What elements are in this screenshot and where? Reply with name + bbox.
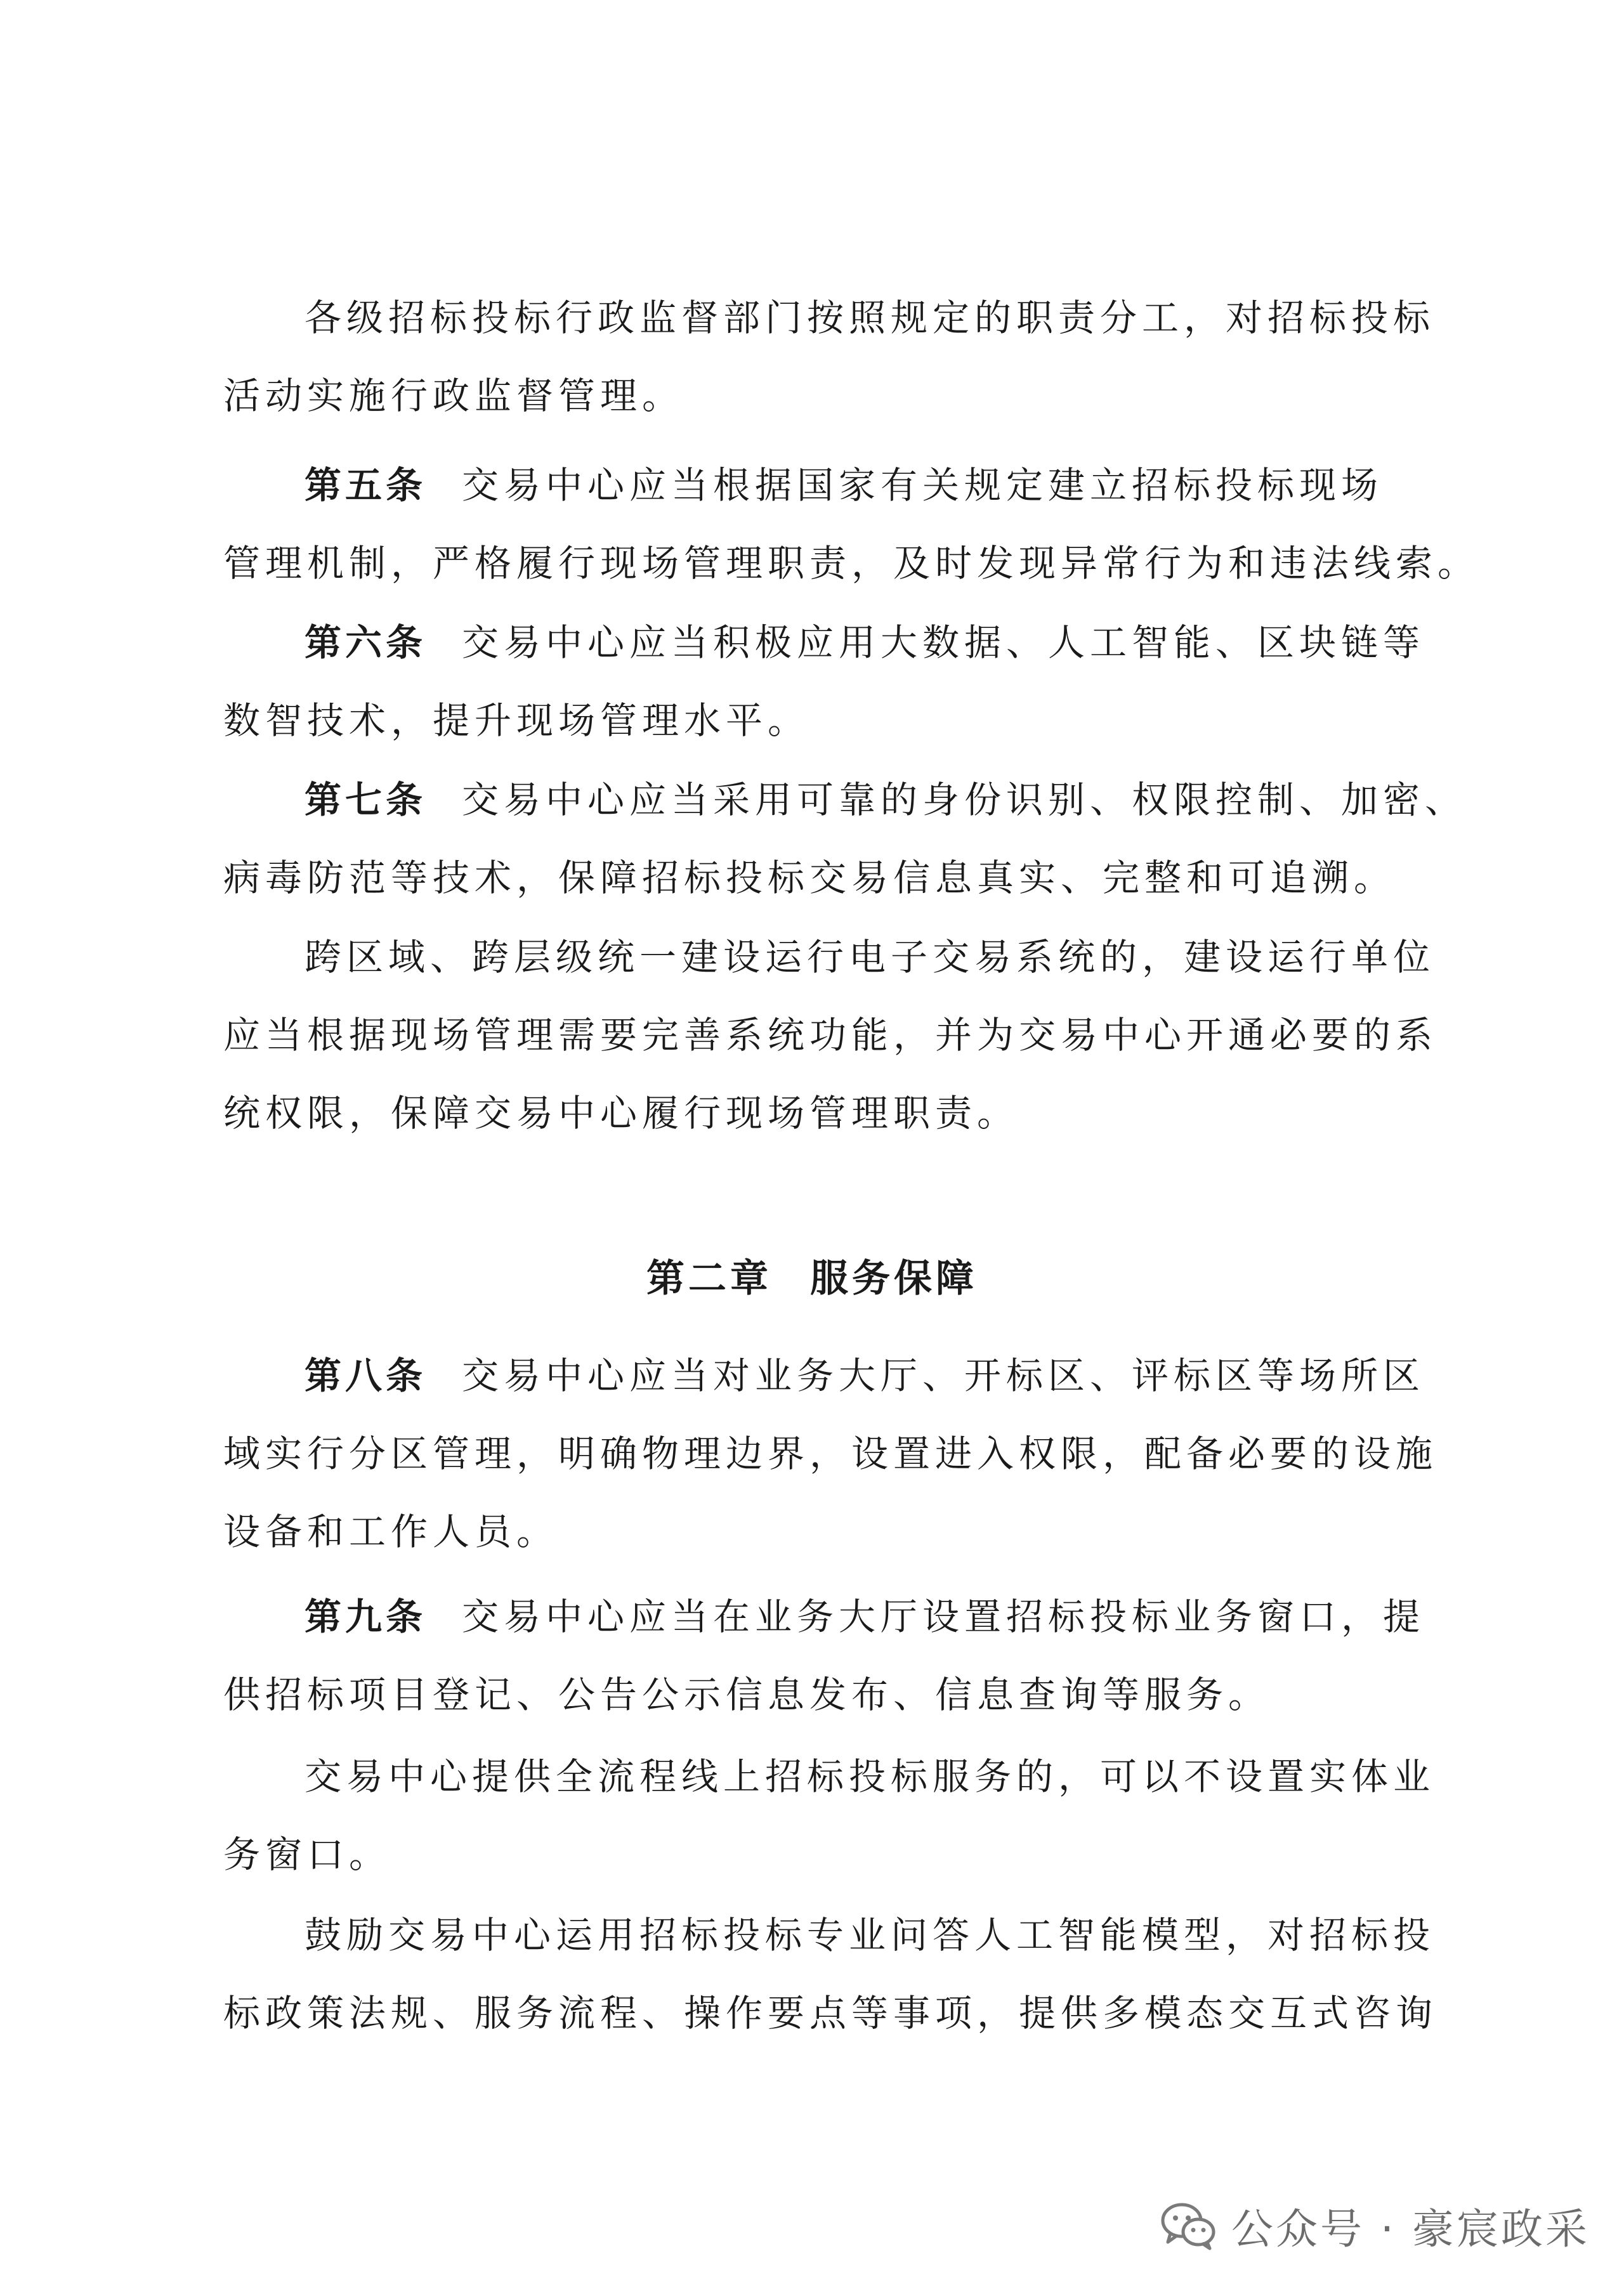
article-label: 第八条 bbox=[304, 1354, 427, 1397]
article-label: 第七条 bbox=[304, 778, 427, 821]
article-5 bbox=[223, 447, 1480, 603]
text-line: 管理机制，严格履行现场管理职责，及时发现异常行为和违法线索。 bbox=[223, 542, 1480, 585]
text-line: 各级招标投标行政监督部门按照规定的职责分工，对招标投标 bbox=[304, 296, 1436, 339]
text-line: 统权限，保障交易中心履行现场管理职责。 bbox=[223, 1092, 1019, 1135]
chapter-number: 第二章 bbox=[646, 1256, 772, 1301]
chapter-heading bbox=[0, 1248, 1624, 1303]
text-line: 病毒防范等技术，保障招标投标交易信息真实、完整和可追溯。 bbox=[223, 856, 1396, 899]
text-line bbox=[223, 761, 1467, 839]
article-text: 交易中心应当采用可靠的身份识别、权限控制、加密、 bbox=[462, 778, 1467, 821]
text-line: 供招标项目登记、公告公示信息发布、信息查询等服务。 bbox=[223, 1673, 1271, 1716]
chapter-title: 服务保障 bbox=[810, 1256, 978, 1301]
text-line: 交易中心提供全流程线上招标投标服务的，可以不设置实体业 bbox=[304, 1755, 1436, 1798]
text-line: 域实行分区管理，明确物理边界，设置进入权限，配备必要的设施 bbox=[223, 1432, 1438, 1475]
text-line: 鼓励交易中心运用招标投标专业问答人工智能模型，对招标投 bbox=[304, 1914, 1436, 1957]
watermark-text: 公众号 · 豪宸政采 bbox=[1231, 2205, 1590, 2254]
article-text: 交易中心应当根据国家有关规定建立招标投标现场 bbox=[462, 464, 1384, 507]
wechat-icon bbox=[1159, 2200, 1217, 2251]
text-line: 跨区域、跨层级统一建设运行电子交易系统的，建设运行单位 bbox=[304, 936, 1436, 979]
paragraph-cross-region bbox=[223, 918, 1438, 1152]
text-line: 活动实施行政监督管理。 bbox=[223, 374, 684, 417]
article-9 bbox=[223, 1578, 1425, 1734]
watermark bbox=[1159, 2195, 1590, 2255]
text-line bbox=[223, 1578, 1425, 1656]
article-6 bbox=[223, 604, 1425, 760]
article-text: 交易中心应当在业务大厅设置招标投标业务窗口，提 bbox=[462, 1595, 1425, 1638]
article-7 bbox=[223, 761, 1467, 917]
text-line: 应当根据现场管理需要完善系统功能，并为交易中心开通必要的系 bbox=[223, 1014, 1438, 1057]
paragraph-supervision bbox=[223, 279, 1436, 435]
article-text: 交易中心应当对业务大厅、开标区、评标区等场所区 bbox=[462, 1354, 1425, 1397]
text-line: 标政策法规、服务流程、操作要点等事项，提供多模态交互式咨询 bbox=[223, 1992, 1438, 2035]
text-line: 设备和工作人员。 bbox=[223, 1510, 559, 1553]
paragraph-online-service bbox=[223, 1738, 1436, 1894]
article-8 bbox=[223, 1337, 1438, 1571]
article-label: 第五条 bbox=[304, 464, 427, 507]
paragraph-ai-consulting bbox=[223, 1896, 1438, 2052]
text-line bbox=[223, 447, 1416, 525]
text-line: 数智技术，提升现场管理水平。 bbox=[223, 699, 810, 742]
article-label: 第九条 bbox=[304, 1595, 427, 1638]
text-line bbox=[223, 1337, 1425, 1415]
article-label: 第六条 bbox=[304, 621, 427, 664]
text-line: 务窗口。 bbox=[223, 1833, 391, 1876]
text-line bbox=[223, 604, 1425, 682]
article-text: 交易中心应当积极应用大数据、人工智能、区块链等 bbox=[462, 621, 1425, 664]
